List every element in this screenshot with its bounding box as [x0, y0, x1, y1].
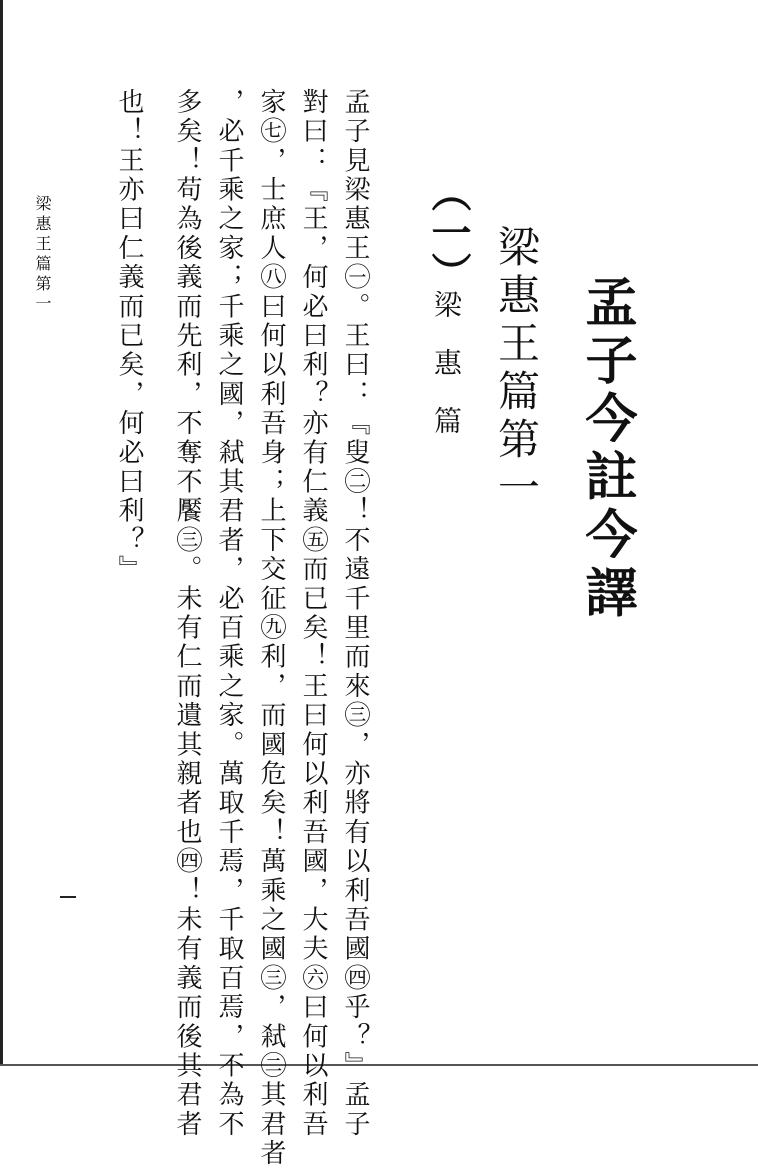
section-number: （一）: [425, 172, 471, 292]
page-left-border: [0, 0, 3, 1066]
body-text-column: 對曰：『王，何必曰利？亦有仁義㊄而已矣！王曰何以利吾國，大夫㊅曰何以利吾: [298, 88, 328, 1140]
body-text-column: 多矣！苟為後義而先利，不奪不饜㊂。未有仁而遺其親者也㊃！未有義而後其君者: [172, 88, 202, 1140]
body-text-column: ，必千乘之家；千乘之國，弒其君者，必百乘之家。萬取千焉，千取百焉，不為不: [214, 88, 244, 1140]
body-text-column: 也！王亦曰仁義而已矣，何必曰利？』: [114, 88, 144, 585]
running-head: 梁惠王篇第一: [33, 195, 52, 315]
section-name: 梁惠篇: [430, 290, 463, 464]
body-text-column: 家㊆，士庶人㊇曰何以利吾身；上下交征㊈利，而國危矣！萬乘之國㊂，弒㊁其君者: [256, 88, 286, 1168]
page-number: [60, 896, 76, 898]
page-number-text: [60, 896, 76, 898]
body-text-column: 孟子見梁惠王㊀。王曰：『叟㊁！不遠千里而來㊂，亦將有以利吾國㊃乎？』孟子: [340, 88, 370, 1140]
chapter-title: 梁惠王篇第一: [492, 225, 541, 513]
book-title: 孟子今註今譯: [576, 275, 636, 623]
